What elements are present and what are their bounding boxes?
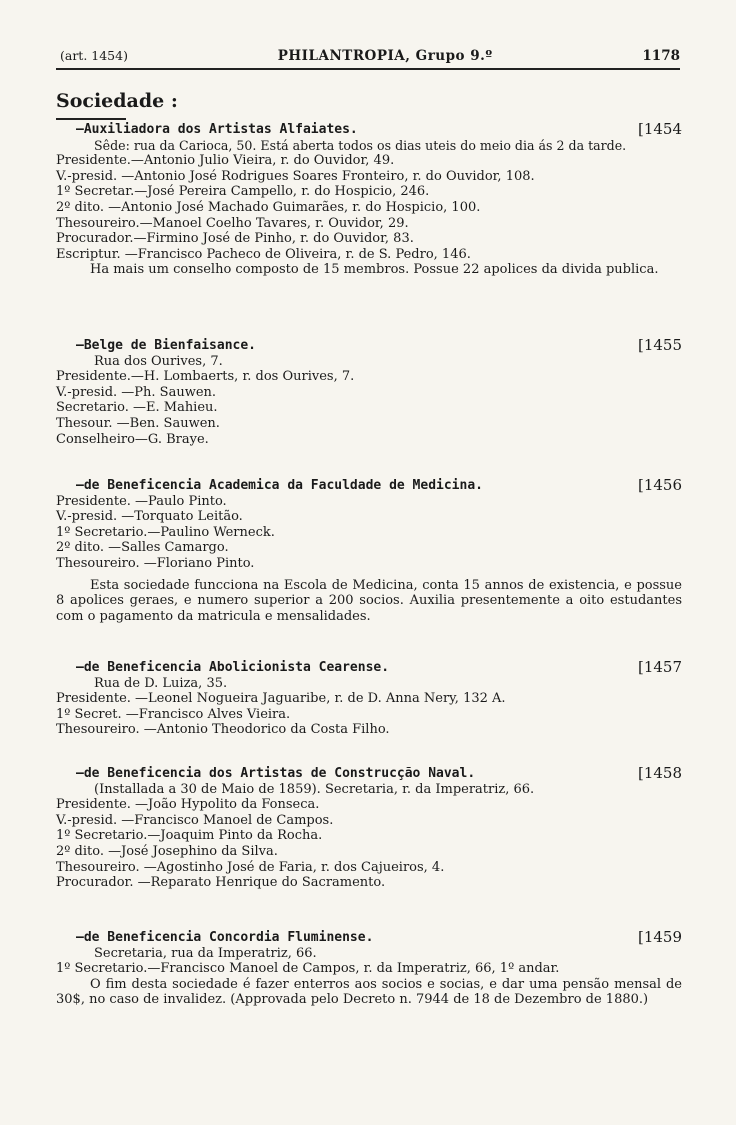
entry-line: 1º Secretario.—Paulino Werneck.: [56, 524, 275, 540]
entry-line: 2º dito. —Antonio José Machado Guimarães, r. do Hospicio, 100.: [56, 199, 481, 215]
entry-line: 1º Secretario.—Francisco Manoel de Campos, r. da Imperatriz, 66, 1º andar.: [56, 961, 560, 977]
entry-line: 2º dito. —José Josephino da Silva.: [56, 843, 278, 859]
entry-paragraph: Esta sociedade funcciona na Escola de Medicina, conta 15 annos de existencia, e possue 8 apolices geraes, e numero superior a 200 socios. Auxilia presentemente a oito estudantes com o pagamento da matricula e mensalidades.: [56, 577, 682, 624]
header-title: PHILANTROPIA, Grupo 9.º: [277, 48, 493, 64]
entry-line: (Installada a 30 de Maio de 1859). Secretaria, r. da Imperatriz, 66.: [94, 781, 535, 797]
section-rule: [56, 118, 126, 120]
entry-line: V.-presid. —Antonio José Rodrigues Soares Fronteiro, r. do Ouvidor, 108.: [56, 168, 535, 184]
entry-line: Sêde: rua da Carioca, 50. Está aberta todos os dias uteis do meio dia ás 2 da tarde.: [94, 137, 627, 153]
entry-line: V.-presid. —Torquato Leitão.: [56, 509, 243, 525]
entry-line: Rua dos Ourives, 7.: [94, 353, 223, 369]
entry-number: [1458: [637, 764, 682, 782]
entry-number: [1456: [637, 476, 682, 494]
entry-line: Presidente. —Paulo Pinto.: [56, 493, 227, 509]
entry-1454: [56, 122, 682, 278]
entry-line: Thesoureiro. —Floriano Pinto.: [56, 555, 255, 571]
entry-line: Procurador.—Firmino José de Pinho, r. do Ouvidor, 83.: [56, 231, 414, 247]
header-ref: (art. 1454): [60, 48, 128, 63]
entry-line: Presidente.—Antonio Julio Vieira, r. do Ouvidor, 49.: [56, 153, 395, 169]
entry-title: —Auxiliadora dos Artistas Alfaiates.: [76, 122, 358, 137]
entry-line: Secretario. —E. Mahieu.: [56, 400, 218, 416]
entry-1455: [56, 338, 682, 447]
entry-1457: [56, 660, 682, 738]
section-title: Sociedade :: [56, 90, 178, 112]
entry-line: V.-presid. —Ph. Sauwen.: [56, 384, 217, 400]
header-rule: [56, 68, 680, 70]
running-header: [60, 48, 680, 64]
entry-number: [1454: [637, 120, 682, 138]
entry-1456: [56, 478, 682, 624]
entry-line: Thesour. —Ben. Sauwen.: [56, 415, 220, 431]
entry-line: 1º Secretario.—Joaquim Pinto da Rocha.: [56, 828, 323, 844]
entry-title: —de Beneficencia dos Artistas de Construcção Naval.: [76, 766, 476, 781]
entry-line: Procurador. —Reparato Henrique do Sacramento.: [56, 875, 386, 891]
entry-line: Presidente. —Leonel Nogueira Jaguaribe, r. de D. Anna Nery, 132 A.: [56, 691, 506, 707]
entry-title: —Belge de Bienfaisance.: [76, 338, 257, 353]
entry-title: —de Beneficencia Abolicionista Cearense.: [76, 660, 390, 675]
entry-paragraph: O fim desta sociedade é fazer enterros aos socios e socias, e dar uma pensão mensal de 30$, no caso de invalidez. (Approvada pelo Decreto n. 7944 de 18 de Dezembro de 1880.): [56, 976, 682, 1008]
entry-number: [1457: [637, 658, 682, 676]
entry-line: V.-presid. —Francisco Manoel de Campos.: [56, 812, 334, 828]
entry-number: [1455: [637, 336, 682, 354]
page-number: 1178: [642, 48, 680, 64]
entry-line: Escriptur. —Francisco Pacheco de Oliveira, r. de S. Pedro, 146.: [56, 246, 471, 262]
entry-line: 1º Secret. —Francisco Alves Vieira.: [56, 706, 291, 722]
entry-line: Presidente.—H. Lombaerts, r. dos Ourives, 7.: [56, 369, 355, 385]
entry-line: 2º dito. —Salles Camargo.: [56, 540, 229, 556]
entry-number: [1459: [637, 928, 682, 946]
entry-title: —de Beneficencia Concordia Fluminense.: [76, 930, 374, 945]
entry-line: Presidente. —João Hypolito da Fonseca.: [56, 797, 320, 813]
entry-paragraph: Ha mais um conselho composto de 15 membros. Possue 22 apolices da divida publica.: [90, 262, 659, 278]
entry-line: Thesoureiro. —Antonio Theodorico da Costa Filho.: [56, 722, 390, 738]
entry-line: Secretaria, rua da Imperatriz, 66.: [94, 945, 317, 961]
entry-line: Thesoureiro.—Manoel Coelho Tavares, r. Ouvidor, 29.: [56, 215, 409, 231]
entry-1458: [56, 766, 682, 891]
entry-1459: [56, 930, 682, 1008]
entry-line: Thesoureiro. —Agostinho José de Faria, r. dos Cajueiros, 4.: [56, 859, 445, 875]
entry-line: Conselheiro—G. Braye.: [56, 431, 209, 447]
entry-line: Rua de D. Luiza, 35.: [94, 675, 228, 691]
entry-title: —de Beneficencia Academica da Faculdade de Medicina.: [76, 478, 483, 493]
entry-line: 1º Secretar.—José Pereira Campello, r. do Hospicio, 246.: [56, 184, 430, 200]
